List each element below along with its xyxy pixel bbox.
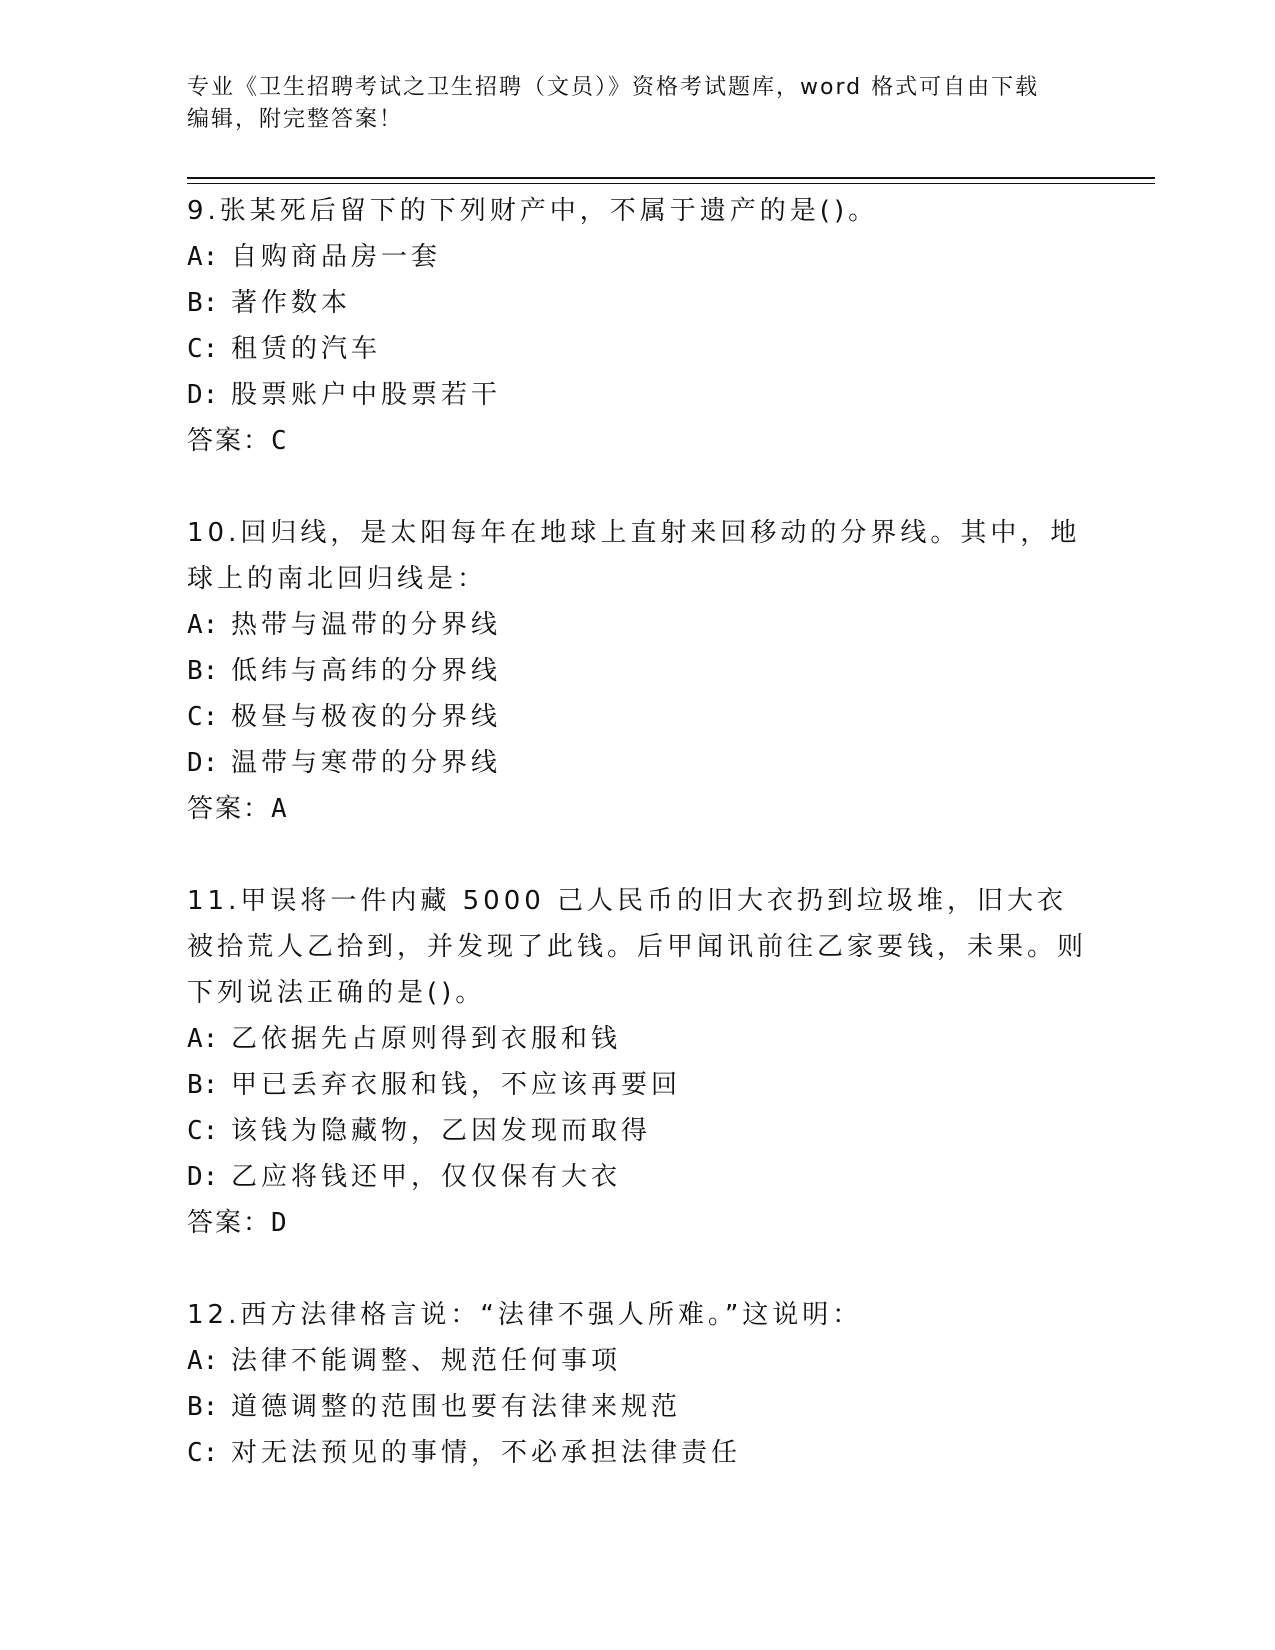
- option-d: [187, 372, 1087, 418]
- question-10: [187, 510, 1087, 832]
- answer-label: 答案：: [187, 426, 272, 456]
- option-b: [187, 1062, 1087, 1108]
- option-b: [187, 280, 1087, 326]
- option-text: 极昼与极夜的分界线: [231, 702, 502, 732]
- option-letter: C:: [187, 1438, 219, 1468]
- option-c: [187, 1430, 1087, 1476]
- question-stem: 9.张某死后留下的下列财产中，不属于遗产的是()。: [187, 196, 879, 226]
- answer-value: D: [271, 1208, 289, 1238]
- answer-line: [187, 786, 1087, 832]
- option-letter: C:: [187, 334, 219, 364]
- option-letter: A:: [187, 1024, 219, 1054]
- option-letter: C:: [187, 1116, 219, 1146]
- answer-value: C: [271, 426, 289, 456]
- option-a: [187, 1016, 1087, 1062]
- option-text: 乙应将钱还甲，仅仅保有大衣: [231, 1162, 622, 1192]
- option-c: [187, 694, 1087, 740]
- header-divider-thin: [187, 183, 1155, 184]
- answer-line: [187, 1200, 1087, 1246]
- option-letter: B:: [187, 288, 219, 318]
- option-letter: A:: [187, 1346, 219, 1376]
- option-letter: D:: [187, 380, 219, 410]
- option-d: [187, 740, 1087, 786]
- option-text: 热带与温带的分界线: [231, 610, 502, 640]
- question-list: [187, 188, 1087, 1522]
- question-9: [187, 188, 1087, 464]
- option-text: 温带与寒带的分界线: [231, 748, 502, 778]
- option-text: 该钱为隐藏物，乙因发现而取得: [231, 1116, 652, 1146]
- question-stem: 11.甲误将一件内藏 5000 己人民币的旧大衣扔到垃圾堆，旧大衣被拾荒人乙拾到，并发现了此钱。后甲闻讯前往乙家要钱，未果。则下列说法正确的是()。: [187, 886, 1088, 1008]
- question-12: [187, 1292, 1087, 1476]
- option-b: [187, 1384, 1087, 1430]
- option-text: 对无法预见的事情，不必承担法律责任: [231, 1438, 742, 1468]
- option-letter: C:: [187, 702, 219, 732]
- option-letter: A:: [187, 242, 219, 272]
- option-a: [187, 1338, 1087, 1384]
- document-header: [187, 72, 1087, 136]
- answer-label: 答案：: [187, 1208, 272, 1238]
- option-text: 道德调整的范围也要有法律来规范: [231, 1392, 682, 1422]
- option-c: [187, 326, 1087, 372]
- option-text: 法律不能调整、规范任何事项: [231, 1346, 622, 1376]
- option-c: [187, 1108, 1087, 1154]
- option-letter: D:: [187, 1162, 219, 1192]
- answer-label: 答案：: [187, 794, 272, 824]
- option-letter: A:: [187, 610, 219, 640]
- option-text: 自购商品房一套: [231, 242, 442, 272]
- option-a: [187, 602, 1087, 648]
- option-letter: D:: [187, 748, 219, 778]
- option-text: 乙依据先占原则得到衣服和钱: [231, 1024, 622, 1054]
- option-b: [187, 648, 1087, 694]
- option-letter: B:: [187, 1392, 219, 1422]
- option-text: 著作数本: [231, 288, 352, 318]
- option-letter: B:: [187, 1070, 219, 1100]
- question-stem: 10.回归线，是太阳每年在地球上直射来回移动的分界线。其中，地球上的南北回归线是：: [187, 518, 1081, 594]
- question-11: [187, 878, 1087, 1246]
- option-a: [187, 234, 1087, 280]
- header-divider-thick: [187, 177, 1155, 179]
- answer-value: A: [271, 794, 289, 824]
- option-text: 股票账户中股票若干: [231, 380, 502, 410]
- option-text: 租赁的汽车: [231, 334, 382, 364]
- option-text: 低纬与高纬的分界线: [231, 656, 502, 686]
- header-line-1: 专业《卫生招聘考试之卫生招聘（文员）》资格考试题库，word 格式可自由下载: [187, 75, 1040, 100]
- question-stem: 12.西方法律格言说：“法律不强人所难。”这说明：: [187, 1300, 863, 1330]
- answer-line: [187, 418, 1087, 464]
- option-d: [187, 1154, 1087, 1200]
- option-letter: B:: [187, 656, 219, 686]
- header-line-2: 编辑，附完整答案！: [187, 107, 404, 132]
- option-text: 甲已丢弃衣服和钱，不应该再要回: [231, 1070, 682, 1100]
